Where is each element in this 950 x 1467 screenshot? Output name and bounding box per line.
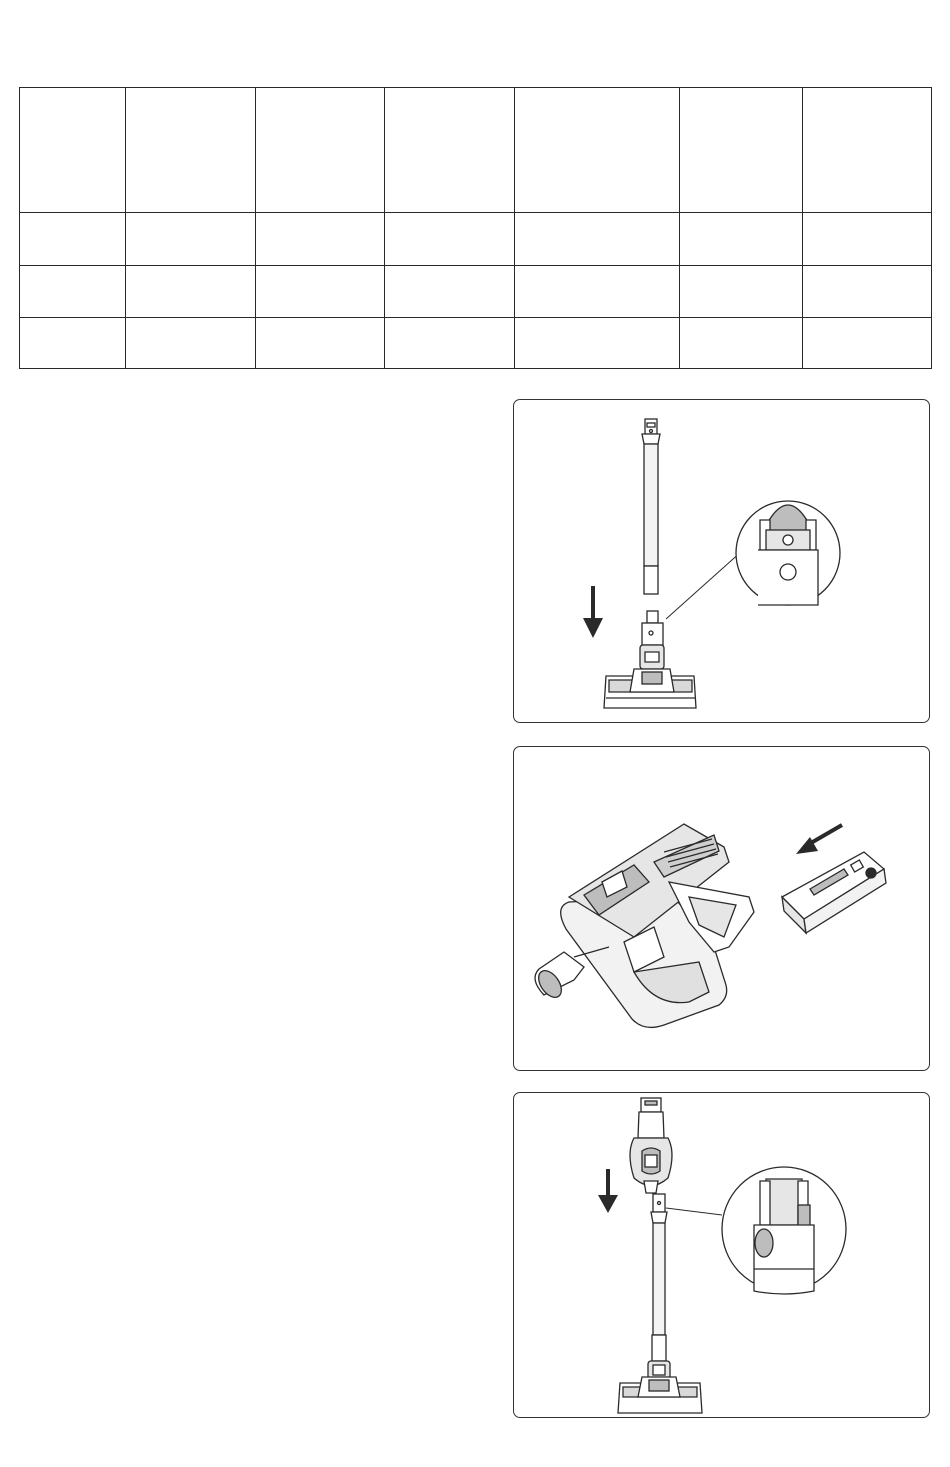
table-cell — [385, 265, 515, 317]
floor-brush-illustration — [618, 1361, 702, 1413]
down-arrow-icon — [583, 586, 603, 638]
table-cell — [126, 265, 256, 317]
table-cell — [385, 213, 515, 265]
table-header-row — [20, 88, 932, 213]
table-header-cell — [126, 88, 256, 213]
table-cell — [126, 213, 256, 265]
table-header-cell — [256, 88, 385, 213]
table-row — [20, 317, 932, 368]
table-cell — [256, 213, 385, 265]
table-cell — [680, 317, 803, 368]
table-cell — [20, 265, 126, 317]
specification-table — [19, 87, 932, 369]
magnified-connector-callout — [736, 501, 840, 605]
table-row — [20, 265, 932, 317]
table-cell — [385, 317, 515, 368]
table-cell — [803, 213, 932, 265]
table-cell — [20, 213, 126, 265]
table-cell — [256, 265, 385, 317]
table-cell — [515, 317, 680, 368]
battery-pack-illustration — [782, 852, 886, 933]
insert-direction-arrow-icon — [796, 825, 842, 854]
down-arrow-icon — [598, 1169, 618, 1213]
extension-tube-illustration — [642, 419, 660, 594]
step-illustration-attach-tube — [513, 399, 930, 723]
handheld-unit-illustration — [534, 824, 754, 1027]
handheld-unit-illustration — [630, 1098, 672, 1193]
step-illustration-attach-handheld — [513, 1092, 930, 1418]
table-header-cell — [385, 88, 515, 213]
extension-tube-illustration — [651, 1194, 667, 1361]
battery-insert-diagram — [514, 747, 929, 1070]
step-illustration-insert-battery — [513, 746, 930, 1071]
table-header-cell — [803, 88, 932, 213]
table-cell — [680, 265, 803, 317]
table-cell — [515, 213, 680, 265]
table-cell — [20, 317, 126, 368]
table-cell — [803, 317, 932, 368]
table-header-cell — [515, 88, 680, 213]
table-cell — [256, 317, 385, 368]
handheld-tube-diagram — [514, 1093, 929, 1417]
table-header-cell — [20, 88, 126, 213]
table-cell — [680, 213, 803, 265]
magnified-connector-callout — [722, 1167, 846, 1294]
table-header-cell — [680, 88, 803, 213]
table-cell — [126, 317, 256, 368]
table-cell — [803, 265, 932, 317]
table-cell — [515, 265, 680, 317]
floor-brush-illustration — [604, 611, 696, 708]
tube-brush-diagram — [514, 400, 929, 722]
table-row — [20, 213, 932, 265]
